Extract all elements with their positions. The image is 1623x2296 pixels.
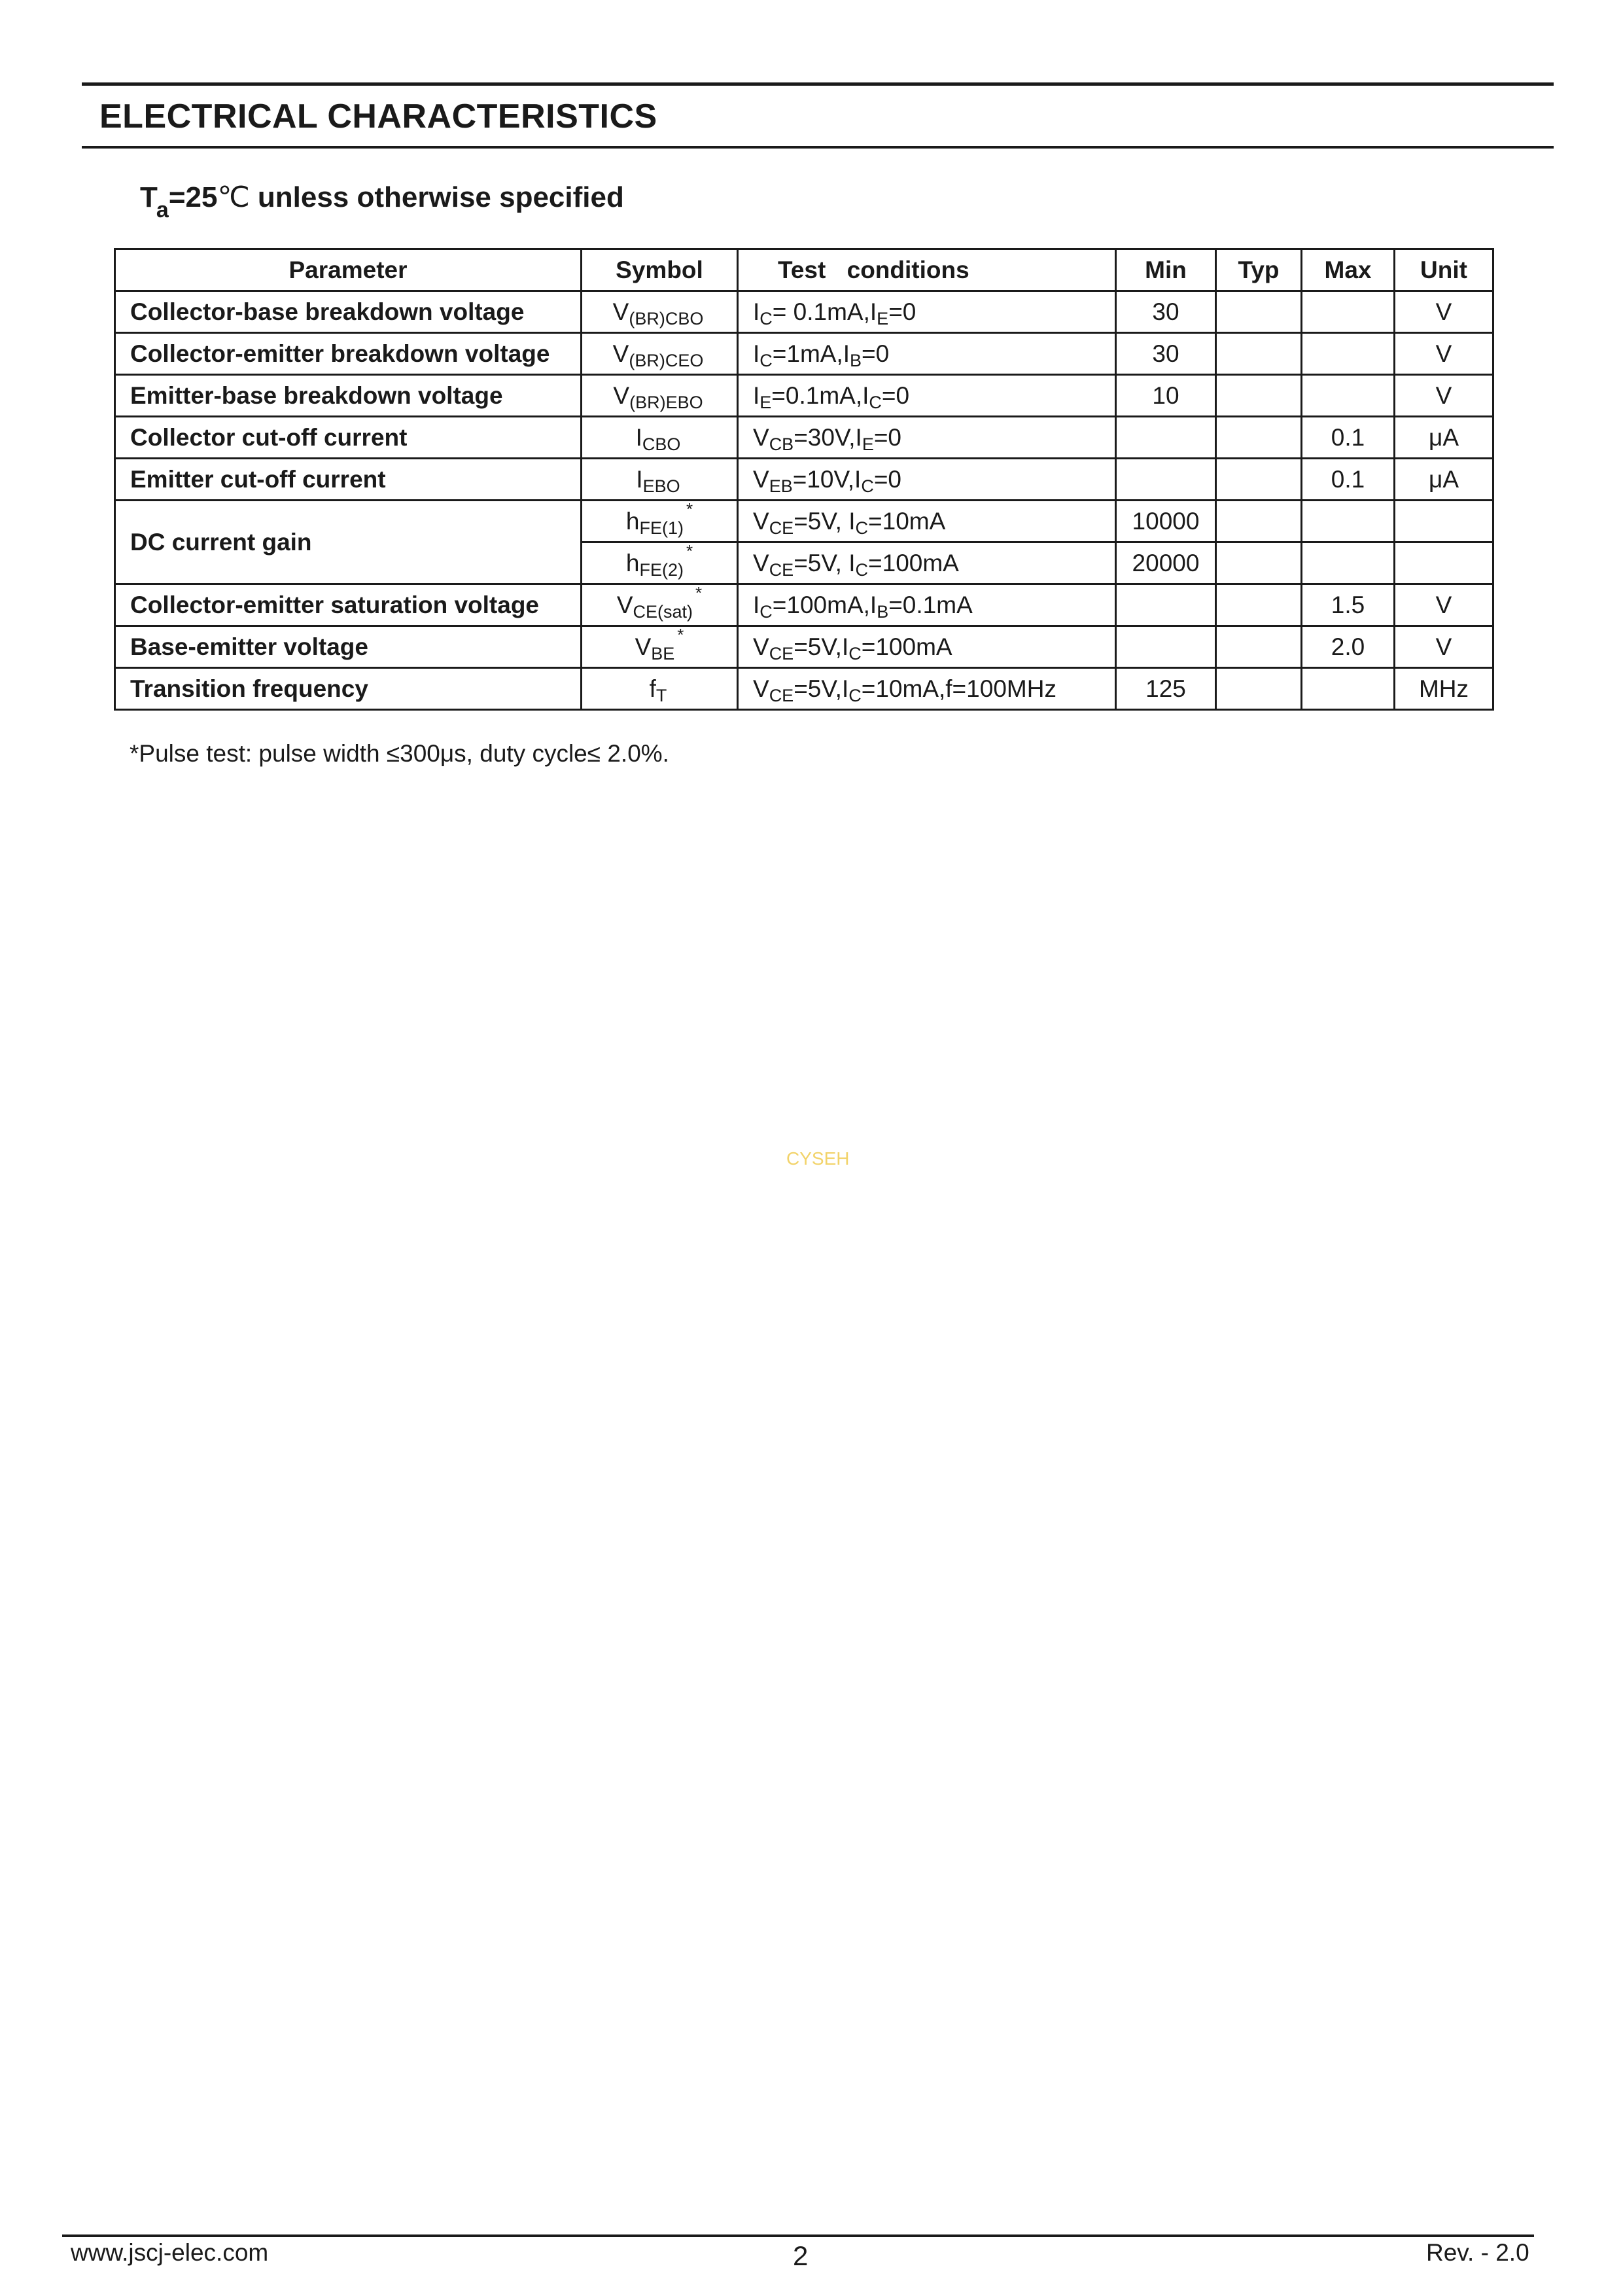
condition-variable: I [841,675,849,702]
condition-variable: I [843,340,850,367]
condition-variable: V [753,465,769,493]
parameter-cell: Emitter cut-off current [115,459,582,501]
condition-subscript: C [759,350,773,370]
symbol-subscript: T [655,685,667,705]
symbol-subscript: FE(1) [639,518,684,538]
condition-value: =0 [881,381,910,409]
unit-cell: μA [1395,459,1493,501]
condition-variable: I [848,549,856,576]
min-cell: 125 [1116,668,1216,710]
typ-cell [1216,584,1302,626]
ambient-condition [140,181,624,222]
unit-cell: V [1395,375,1493,417]
symbol-pulse-mark: * [677,626,684,645]
unit-cell [1395,542,1493,584]
symbol-cell [582,584,738,626]
test-condition-cell [738,291,1116,333]
max-cell: 0.1 [1302,459,1395,501]
condition-variable: I [855,423,862,451]
max-cell [1302,291,1395,333]
symbol-base: h [625,507,640,535]
unit-cell: V [1395,584,1493,626]
condition-subscript: C [869,392,882,412]
table-row [115,417,1493,459]
test-condition-cell [738,626,1116,668]
condition-value: =0.1mA [888,591,973,618]
symbol-subscript: (BR)EBO [629,392,703,412]
max-cell: 2.0 [1302,626,1395,668]
footer-website: www.jscj-elec.com [71,2239,269,2266]
condition-variable: V [753,675,769,702]
typ-cell [1216,542,1302,584]
min-cell: 20000 [1116,542,1216,584]
parameter-cell: Emitter-base breakdown voltage [115,375,582,417]
max-cell [1302,668,1395,710]
footer-page-number: 2 [793,2240,809,2271]
max-cell [1302,501,1395,542]
min-cell: 30 [1116,291,1216,333]
condition-value: =0.1mA, [771,381,863,409]
header-max: Max [1302,249,1395,291]
min-cell [1116,417,1216,459]
table-row [115,291,1493,333]
condition-value: =5V, [794,633,842,660]
min-cell: 10 [1116,375,1216,417]
symbol-base: f [649,675,656,702]
symbol-base: I [635,423,642,451]
symbol-cell [582,333,738,375]
symbol-cell [582,501,738,542]
condition-text: unless otherwise specified [257,181,624,213]
symbol-subscript: BE [651,643,675,663]
test-condition-cell [738,668,1116,710]
condition-variable: V [753,423,769,451]
symbol-base: V [612,340,629,367]
table-row [115,375,1493,417]
header-parameter: Parameter [115,249,582,291]
condition-value: =5V, [794,675,842,702]
symbol-subscript: (BR)CEO [629,350,704,370]
footer-rule [62,2234,1534,2237]
condition-value: =30V, [794,423,856,451]
condition-variable: I [753,298,760,325]
min-cell: 30 [1116,333,1216,375]
symbol-subscript: EBO [642,476,680,496]
condition-value: = 0.1mA, [772,298,870,325]
min-cell [1116,584,1216,626]
min-cell [1116,626,1216,668]
condition-subscript: B [850,350,862,370]
condition-subscript: CE [769,643,794,663]
condition-value: =0 [888,298,916,325]
condition-subscript: CE [769,685,794,705]
condition-subscript: C [848,685,862,705]
test-condition-cell [738,417,1116,459]
unit-cell: MHz [1395,668,1493,710]
unit-cell: V [1395,626,1493,668]
condition-subscript: E [862,434,874,454]
condition-subscript: C [855,559,869,580]
typ-cell [1216,459,1302,501]
condition-value: =100mA [868,549,959,576]
symbol-base: I [636,465,643,493]
header-typ: Typ [1216,249,1302,291]
min-cell: 10000 [1116,501,1216,542]
table-row [115,333,1493,375]
condition-subscript: C [855,518,869,538]
symbol-cell [582,417,738,459]
header-symbol: Symbol [582,249,738,291]
condition-value: =5V, [794,549,849,576]
condition-value: =100mA [861,633,952,660]
condition-variable: I [753,591,760,618]
condition-variable: I [841,633,849,660]
condition-value: =1mA, [772,340,843,367]
unit-cell [1395,501,1493,542]
section-title: ELECTRICAL CHARACTERISTICS [99,97,657,135]
symbol-cell [582,542,738,584]
max-cell: 0.1 [1302,417,1395,459]
test-condition-cell [738,584,1116,626]
max-cell: 1.5 [1302,584,1395,626]
typ-cell [1216,626,1302,668]
condition-value: =10V, [792,465,855,493]
condition-variable: I [848,507,856,535]
typ-cell [1216,375,1302,417]
table-row [115,584,1493,626]
table-row [115,668,1493,710]
condition-value: =5V, [794,507,849,535]
condition-subscript: a [156,198,169,222]
electrical-characteristics-table [114,248,1494,711]
condition-subscript: E [759,392,772,412]
symbol-subscript: (BR)CBO [629,308,704,328]
table-row [115,459,1493,501]
parameter-cell: Collector-emitter breakdown voltage [115,333,582,375]
symbol-cell [582,291,738,333]
condition-variable: I [854,465,862,493]
symbol-cell [582,668,738,710]
condition-subscript: C [861,476,874,496]
test-condition-cell [738,501,1116,542]
symbol-subscript: FE(2) [639,559,684,580]
symbol-cell [582,375,738,417]
condition-value: =0 [873,465,902,493]
header-min: Min [1116,249,1216,291]
condition-variable: V [753,633,769,660]
condition-symbol: T [140,181,158,213]
symbol-base: V [613,381,630,409]
symbol-base: V [616,591,633,618]
parameter-cell: Collector cut-off current [115,417,582,459]
test-condition-cell [738,459,1116,501]
table-header-row [115,249,1493,291]
symbol-base: h [625,549,640,576]
parameter-cell: Collector-emitter saturation voltage [115,584,582,626]
typ-cell [1216,291,1302,333]
condition-variable: I [753,381,760,409]
parameter-cell: DC current gain [115,501,582,584]
test-condition-cell [738,333,1116,375]
unit-cell: μA [1395,417,1493,459]
condition-variable: I [862,381,869,409]
max-cell [1302,375,1395,417]
min-cell [1116,459,1216,501]
condition-value: =10mA [868,507,946,535]
typ-cell [1216,417,1302,459]
condition-value: =0 [862,340,890,367]
typ-cell [1216,501,1302,542]
condition-value: =10mA,f=100MHz [861,675,1056,702]
condition-subscript: C [759,601,773,622]
test-condition-cell [738,375,1116,417]
condition-value: =0 [873,423,902,451]
pulse-test-footnote: *Pulse test: pulse width ≤300μs, duty cycle≤ 2.0%. [130,740,669,767]
condition-subscript: EB [769,476,793,496]
typ-cell [1216,333,1302,375]
condition-subscript: E [877,308,889,328]
condition-variable: I [869,591,877,618]
condition-variable: V [753,507,769,535]
symbol-pulse-mark: * [686,500,693,519]
condition-subscript: CE [769,559,794,580]
symbol-base: V [612,298,629,325]
condition-subscript: C [848,643,862,663]
condition-subscript: CB [769,434,794,454]
symbol-cell [582,626,738,668]
condition-subscript: B [877,601,889,622]
parameter-cell: Collector-base breakdown voltage [115,291,582,333]
table-body [115,291,1493,710]
table-row [115,501,1493,542]
parameter-cell: Transition frequency [115,668,582,710]
condition-variable: V [753,549,769,576]
unit-cell: V [1395,291,1493,333]
condition-variable: I [753,340,760,367]
top-rule [82,82,1554,86]
title-rule [82,146,1554,149]
symbol-pulse-mark: * [695,584,703,603]
condition-subscript: CE [769,518,794,538]
symbol-subscript: CBO [642,434,681,454]
footer-revision: Rev. - 2.0 [1426,2239,1529,2266]
header-test-conditions: Test conditions [738,249,1116,291]
condition-degree: ℃ [217,181,250,213]
watermark: CYSEH [786,1148,850,1169]
parameter-cell: Base-emitter voltage [115,626,582,668]
header-unit: Unit [1395,249,1493,291]
condition-variable: I [869,298,877,325]
condition-subscript: C [759,308,773,328]
table-row [115,626,1493,668]
symbol-base: V [635,633,652,660]
symbol-subscript: CE(sat) [633,601,693,622]
typ-cell [1216,668,1302,710]
condition-value: =25 [168,181,218,213]
max-cell [1302,333,1395,375]
test-condition-cell [738,542,1116,584]
condition-value: =100mA, [772,591,870,618]
unit-cell: V [1395,333,1493,375]
symbol-pulse-mark: * [686,542,693,561]
max-cell [1302,542,1395,584]
symbol-cell [582,459,738,501]
